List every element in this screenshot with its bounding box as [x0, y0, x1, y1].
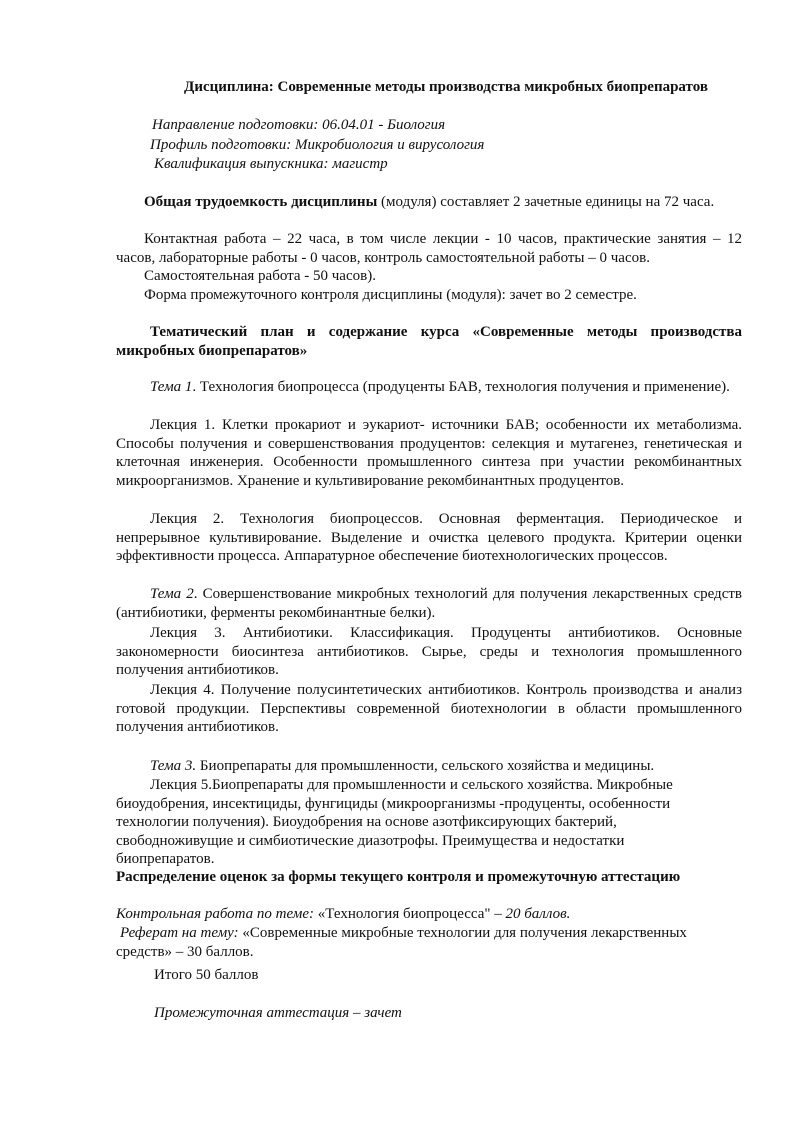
plan-heading: Тематический план и содержание курса «Современные методы производства микробных биопрепаратов» [116, 324, 742, 359]
topic-1-text: . Технология биопроцесса (продуценты БАВ, технология получения и применение). [192, 379, 730, 395]
discipline-title-text: Дисциплина: Современные методы производства микробных биопрепаратов [184, 79, 708, 95]
lecture-2: Лекция 2. Технология биопроцессов. Основная ферментация. Периодическое и непрерывное культивирование. Выделение и очистка целевого продукта. Критерии оценки эффективности процесса. Аппаратурное обеспечение биотехнологических процессов. [116, 511, 742, 564]
essay-topic: «Современные микробные технологии для получения лекарственных средств» – 30 баллов. [116, 925, 687, 960]
topic-1 [116, 378, 742, 397]
lecture-1: Лекция 1. Клетки прокариот и эукариот- источники БАВ; особенности их метаболизма. Способы получения и совершенствования продуцентов: селекция и мутагенез, генетическая и клеточная инженерия. Особенности промышленного синтеза при участии рекомбинантных микроорганизмов. Хранение и культивирование рекомбинантных продуцентов. [116, 417, 742, 489]
total-workload [116, 193, 742, 212]
lecture-5: Лекция 5.Биопрепараты для промышленности и сельского хозяйства. Микробные биоудобрения, инсектициды, фунгициды (микроорганизмы -продуценты, особенности технологии получения). Биоудобрения на основе азотфиксирующих бактерий, свободноживущие и симбиотические диазотрофы. Преимущества и недостатки биопрепаратов. [116, 777, 673, 867]
total-workload-text: (модуля) составляет 2 зачетные единицы на 72 часа. [377, 194, 715, 210]
profile-line: Профиль подготовки: Микробиология и вирусология [150, 137, 485, 153]
lecture-3: Лекция 3. Антибиотики. Классификация. Продуценты антибиотиков. Основные закономерности биосинтеза антибиотиков. Сырье, среды и технология промышленного получения антибиотиков. [116, 625, 742, 678]
topic-3 [150, 757, 654, 776]
topic-2 [116, 585, 742, 622]
control-work-points: 20 баллов. [501, 906, 571, 922]
topic-2-text: . Совершенствование микробных технологий для получения лекарственных средств (антибиотики, ферменты рекомбинантные белки). [116, 586, 742, 621]
topic-2-label: Тема 2 [150, 586, 194, 602]
final-attestation: Промежуточная аттестация – зачет [154, 1005, 402, 1021]
direction-line: Направление подготовки: 06.04.01 - Биология [152, 117, 446, 133]
total-points: Итого 50 баллов [154, 967, 259, 983]
essay-line [116, 924, 740, 961]
control-work-label: Контрольная работа по теме: [116, 906, 315, 922]
contact-work: Контактная работа – 22 часа, в том числе лекции - 10 часов, практические занятия – 12 часов, лабораторные работы - 0 часов, контроль самостоятельной работы – 0 часов. [116, 231, 742, 266]
total-workload-label: Общая трудоемкость дисциплины [144, 194, 378, 210]
control-work-topic: «Технология биопроцесса" – [314, 906, 502, 922]
discipline-title [0, 78, 800, 97]
topic-1-label: Тема 1 [150, 379, 193, 395]
topic-3-label: Тема 3. [150, 758, 197, 774]
control-work-line [116, 905, 570, 924]
topic-3-text: Биопрепараты для промышленности, сельского хозяйства и медицины. [196, 758, 655, 774]
grades-heading: Распределение оценок за формы текущего контроля и промежуточную аттестацию [116, 869, 681, 885]
essay-label: Реферат на тему: [120, 925, 239, 941]
lecture-4: Лекция 4. Получение полусинтетических антибиотиков. Контроль производства и анализ готовой продукции. Перспективы современной биотехнологии в области промышленного получения антибиотиков. [116, 682, 742, 735]
control-form: Форма промежуточного контроля дисциплины (модуля): зачет во 2 семестре. [144, 287, 637, 303]
qualification-line: Квалификация выпускника: магистр [154, 156, 388, 172]
independent-work: Самостоятельная работа - 50 часов). [144, 268, 376, 284]
